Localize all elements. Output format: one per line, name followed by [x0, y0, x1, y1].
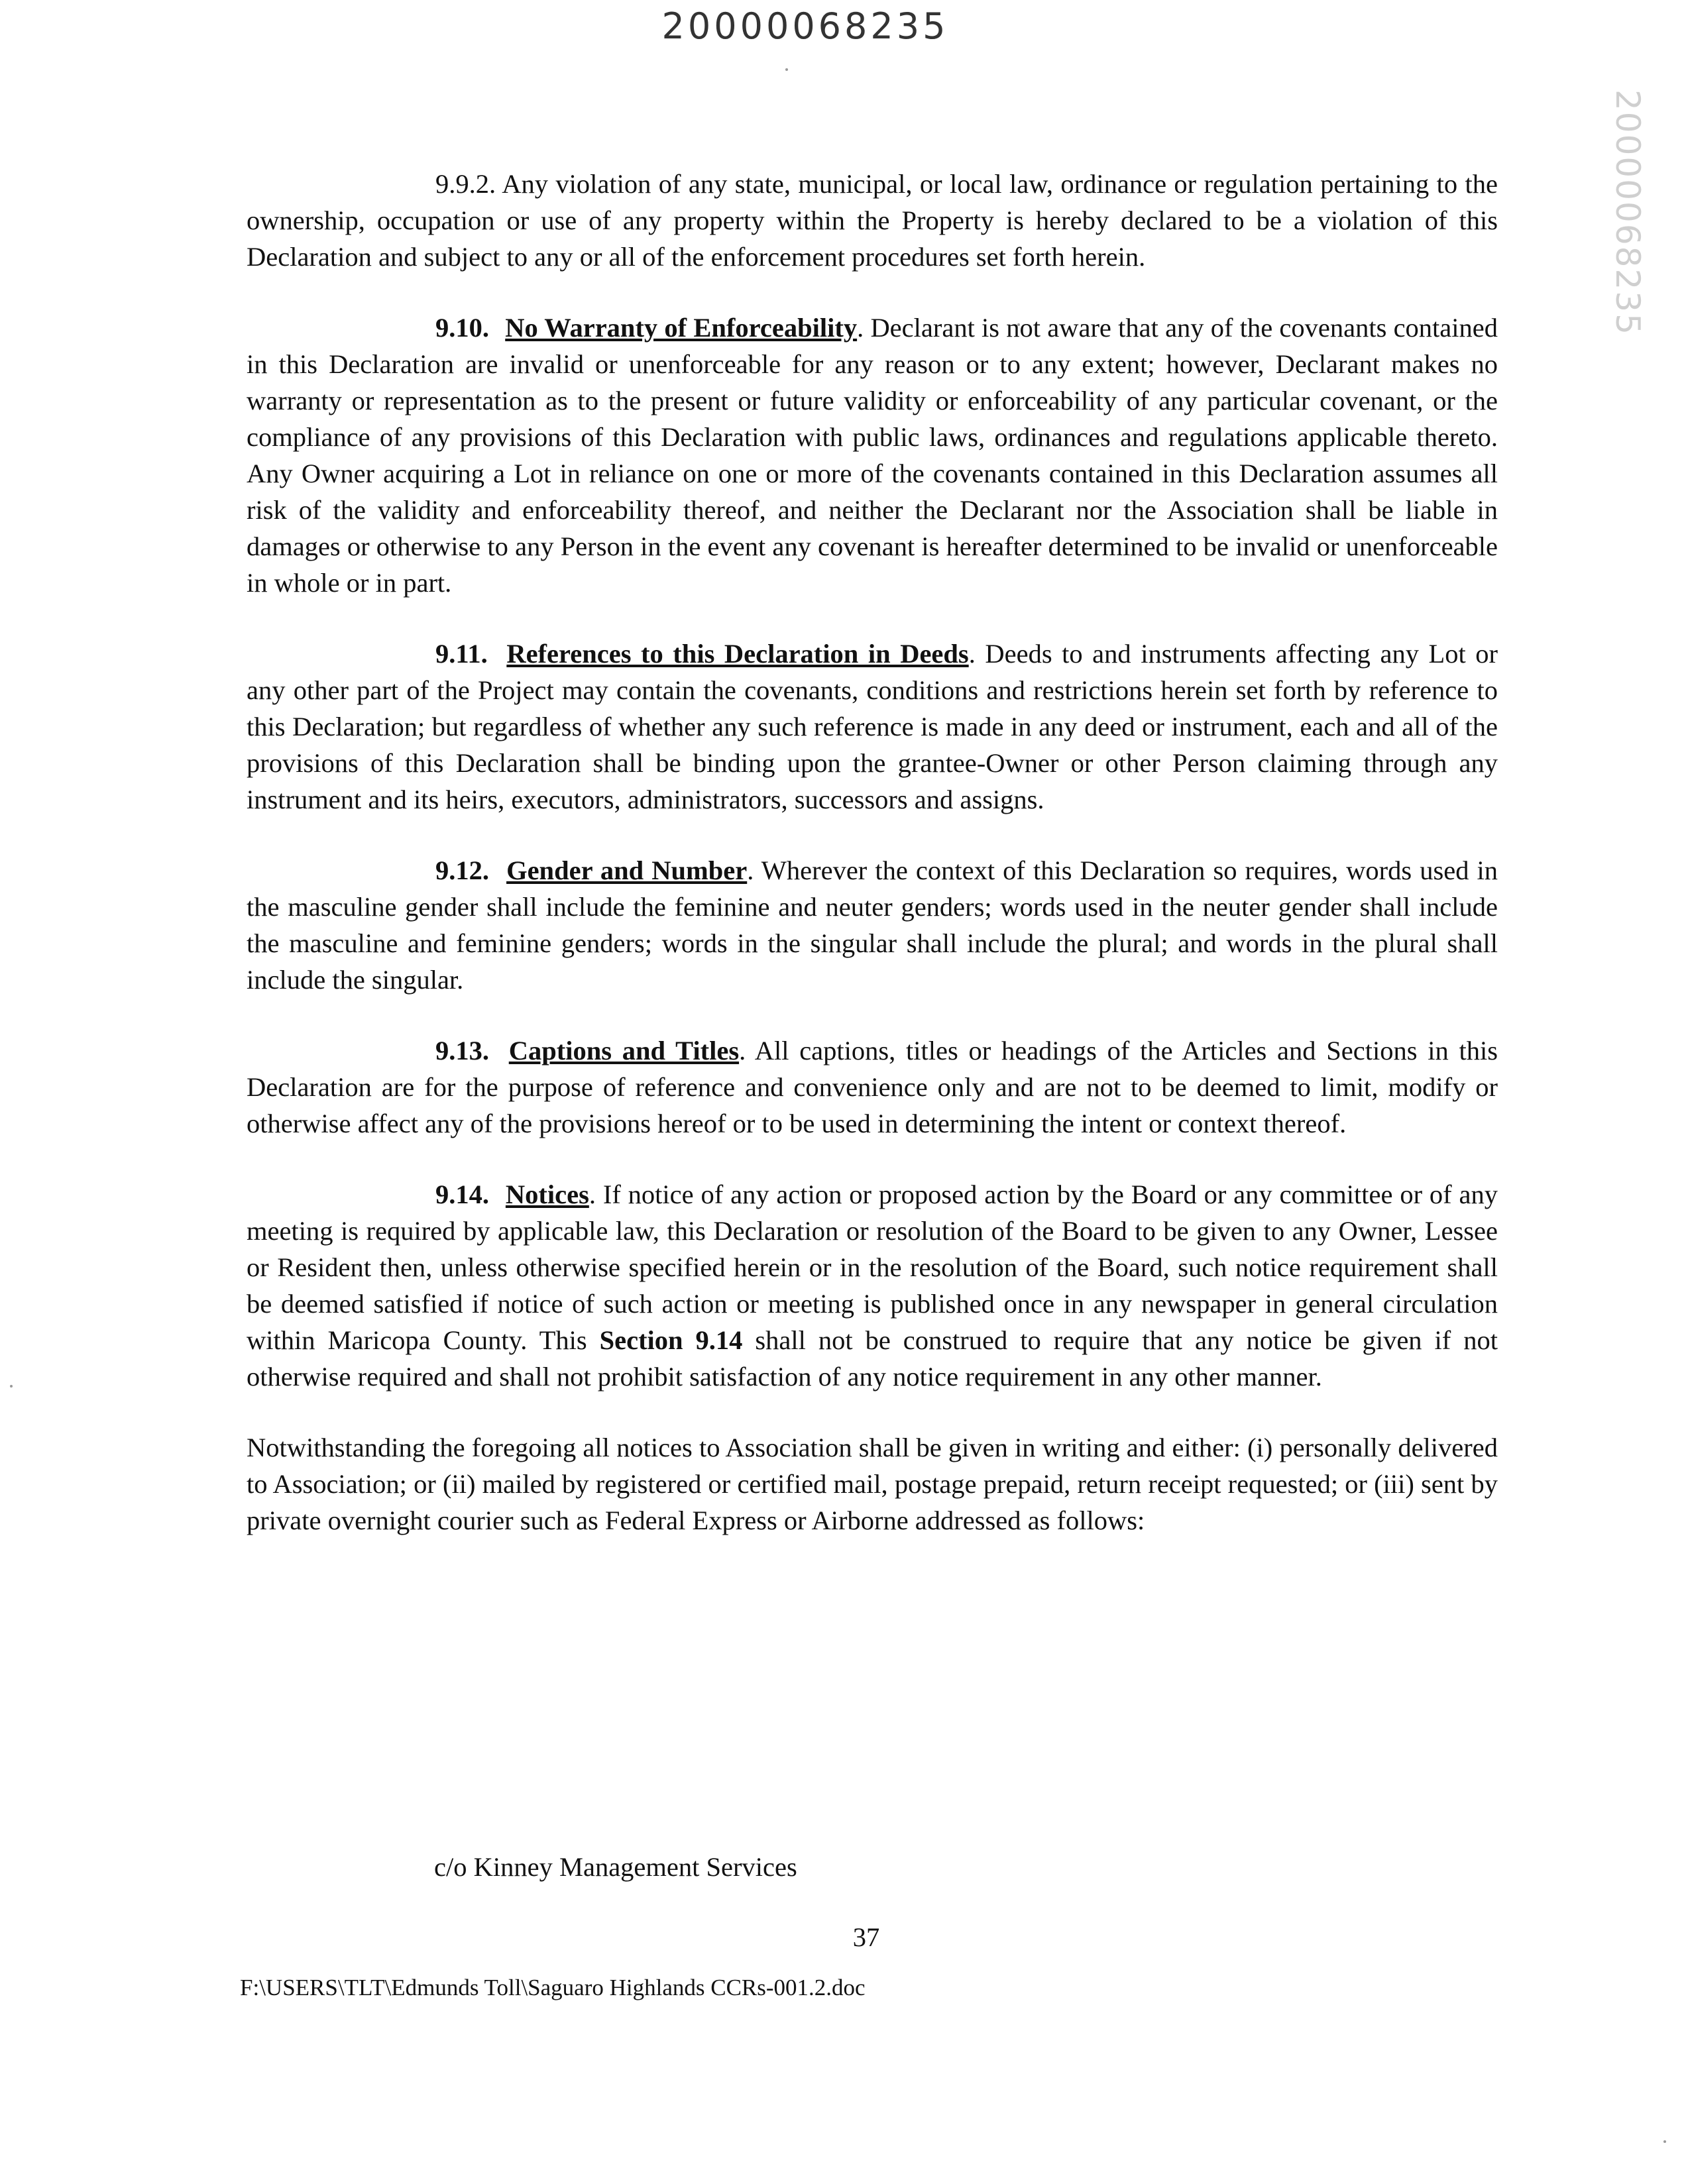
section-number: 9.9.2.: [435, 169, 496, 199]
section-title: Gender and Number: [506, 855, 748, 885]
section-number: 9.10.: [435, 313, 489, 343]
section-number: 9.14.: [435, 1179, 489, 1209]
paragraph-text: Any violation of any state, municipal, or local law, ordinance or regulation pertaining to the ownership, occupation or use of any property within the Property is hereby declared to be a violation of this Declaration and subject to any or all of the enforcement procedures set forth herein.: [247, 169, 1498, 272]
paragraph-text: shall not be construed to require that any notice be given if not otherwise required and shall not prohibit satisfaction of any notice requirement in any other manner.: [247, 1325, 1498, 1392]
paragraph-text: Notwithstanding the foregoing all notices to Association shall be given in writing and either: (i) personally delivered to Association; or (ii) mailed by registered or certified mail, postage prepaid, return receipt requested; or (iii) sent by private overnight courier such as Federal Express or Airborne addressed as follows:: [247, 1433, 1498, 1535]
page-number: 37: [852, 1922, 880, 1952]
scan-speck: [10, 1385, 13, 1388]
paragraph-9-9-2: [247, 166, 1498, 275]
paragraph-9-13: 9.13. Captions and Titles. All captions, titles or headings of the Articles and Sections in this Declaration are for the purpose of reference and convenience only and are not to be deemed to limit, modify or otherwise affect any of the provisions hereof or to be used in determining the intent or context thereof.: [247, 1036, 1498, 1138]
section-title: No Warranty of Enforceability: [505, 313, 858, 343]
paragraph-9-10: 9.10. No Warranty of Enforceability. Declarant is not aware that any of the covenants contained in this Declaration are invalid or unenforceable for any reason or to any extent; however, Declarant makes no warranty or representation as to the present or future validity or enforceability of any particular covenant, or the compliance of any provisions of this Declaration with public laws, ordinances and regulations applicable thereto. Any Owner acquiring a Lot in reliance on one or more of the covenants contained in this Declaration assumes all risk of the validity and enforceability thereof, and neither the Declarant nor the Association shall be liable in damages or otherwise to any Person in the event any covenant is hereafter determined to be invalid or unenforceable in whole or in part.: [247, 313, 1498, 598]
scan-speck: [785, 68, 788, 71]
paragraph-notwithstanding: [247, 1429, 1498, 1539]
paragraph-9-14: 9.14. Notices. If notice of any action or proposed action by the Board or any committee or of any meeting is required by applicable law, this Declaration or resolution of the Board to be given to any Owner, Lessee or Resident then, unless otherwise specified herein or in the resolution of the Board, such notice requirement shall be deemed satisfied if notice of such action or meeting is published once in any newspaper in general circulation within Maricopa County. This Section 9.14 shall not be construed to require that any notice be given if not otherwise required and shall not prohibit satisfaction of any notice requirement in any other manner.: [247, 1179, 1498, 1392]
address-line: c/o Kinney Management Services: [434, 1852, 797, 1882]
paragraph-text: Wherever the context of this Declaration so requires, words used in the masculine gender shall include the feminine and neuter genders; words used in the neuter gender shall include the masculine and feminine genders; words in the singular shall include the plural; and words in the plural shall include the singular.: [247, 855, 1498, 995]
paragraph-text: Declarant is not aware that any of the covenants contained in this Declaration are invalid or unenforceable for any reason or to any extent; however, Declarant makes no warranty or representation as to the present or future validity or enforceability of any particular covenant, or the compliance of any provisions of this Declaration with public laws, ordinances and regulations applicable thereto. Any Owner acquiring a Lot in reliance on one or more of the covenants contained in this Declaration assumes all risk of the validity and enforceability thereof, and neither the Declarant nor the Association shall be liable in damages or otherwise to any Person in the event any covenant is hereafter determined to be invalid or unenforceable in whole or in part.: [247, 313, 1498, 598]
document-number: 20000068235: [661, 5, 949, 47]
paragraph-9-12: 9.12. Gender and Number. Wherever the context of this Declaration so requires, words used in the masculine gender shall include the feminine and neuter genders; words used in the neuter gender shall include the masculine and feminine genders; words in the singular shall include the plural; and words in the plural shall include the singular.: [247, 855, 1498, 995]
document-body: [247, 166, 1498, 1573]
paragraph-9-11: 9.11. References to this Declaration in Deeds. Deeds to and instruments affecting any Lot or any other part of the Project may contain the covenants, conditions and restrictions herein set forth by reference to this Declaration; but regardless of whether any such reference is made in any deed or instrument, each and all of the provisions of this Declaration shall be binding upon the grantee-Owner or other Person claiming through any instrument and its heirs, executors, administrators, successors and assigns.: [247, 639, 1498, 814]
section-number: 9.12.: [435, 855, 489, 885]
section-number: 9.11.: [435, 639, 488, 669]
section-title: Captions and Titles: [508, 1036, 740, 1065]
paragraph-text: If notice of any action or proposed action by the Board or any committee or of any meeting is required by applicable law, this Declaration or resolution of the Board to be given to any Owner, Lessee or Resident then, unless otherwise specified herein or in the resolution of the Board, such notice requirement shall be deemed satisfied if notice of such action or meeting is published once in any newspaper in general circulation within Maricopa County. This: [247, 1179, 1498, 1355]
section-title: Notices: [505, 1179, 589, 1209]
section-title: References to this Declaration in Deeds: [506, 639, 969, 669]
paragraph-text: Deeds to and instruments affecting any Lot or any other part of the Project may contain the covenants, conditions and restrictions herein set forth by reference to this Declaration; but regardless of whether any such reference is made in any deed or instrument, each and all of the provisions of this Declaration shall be binding upon the grantee-Owner or other Person claiming through any instrument and its heirs, executors, administrators, successors and assigns.: [247, 639, 1498, 814]
side-stamp: 20000068235: [1608, 89, 1647, 336]
file-path: F:\USERS\TLT\Edmunds Toll\Saguaro Highlands CCRs-001.2.doc: [240, 1975, 866, 2000]
paragraph-text: All captions, titles or headings of the Articles and Sections in this Declaration are for the purpose of reference and convenience only and are not to be deemed to limit, modify or otherwise affect any of the provisions hereof or to be used in determining the intent or context thereof.: [247, 1036, 1498, 1138]
section-reference: Section 9.14: [599, 1325, 743, 1355]
scan-speck: [1663, 2140, 1666, 2143]
section-number: 9.13.: [435, 1036, 489, 1065]
